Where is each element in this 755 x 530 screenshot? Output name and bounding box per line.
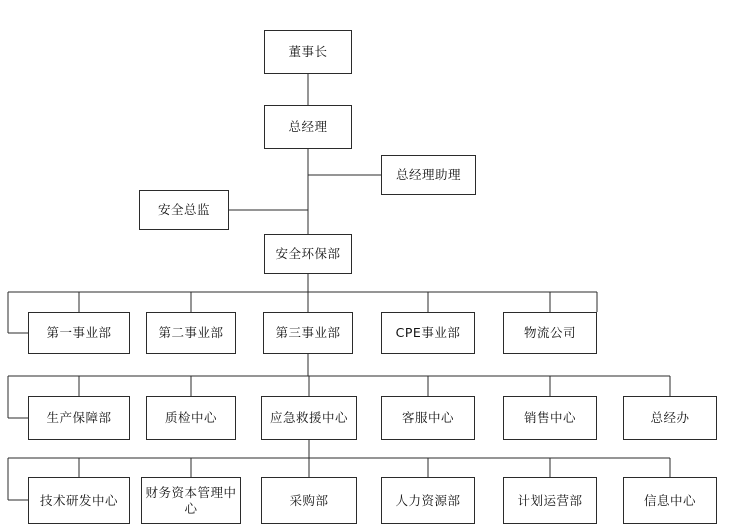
node-rnd-center[interactable]: 技术研发中心 bbox=[28, 477, 130, 524]
node-information-center[interactable]: 信息中心 bbox=[623, 477, 717, 524]
node-emergency-rescue-center[interactable]: 应急救援中心 bbox=[261, 396, 357, 440]
node-division-cpe[interactable]: CPE事业部 bbox=[381, 312, 475, 354]
node-qc-center[interactable]: 质检中心 bbox=[146, 396, 236, 440]
node-hr-dept[interactable]: 人力资源部 bbox=[381, 477, 475, 524]
node-chairman[interactable]: 董事长 bbox=[264, 30, 352, 74]
node-gm-office[interactable]: 总经办 bbox=[623, 396, 717, 440]
node-purchasing-dept[interactable]: 采购部 bbox=[261, 477, 357, 524]
node-safety-director[interactable]: 安全总监 bbox=[139, 190, 229, 230]
node-division-1[interactable]: 第一事业部 bbox=[28, 312, 130, 354]
node-division-2[interactable]: 第二事业部 bbox=[146, 312, 236, 354]
node-division-3[interactable]: 第三事业部 bbox=[263, 312, 353, 354]
node-logistics-company[interactable]: 物流公司 bbox=[503, 312, 597, 354]
node-finance-capital-center[interactable]: 财务资本管理中心 bbox=[141, 477, 241, 524]
node-general-manager[interactable]: 总经理 bbox=[264, 105, 352, 149]
node-production-support[interactable]: 生产保障部 bbox=[28, 396, 130, 440]
node-sales-center[interactable]: 销售中心 bbox=[503, 396, 597, 440]
node-safety-env-dept[interactable]: 安全环保部 bbox=[264, 234, 352, 274]
node-customer-service-center[interactable]: 客服中心 bbox=[381, 396, 475, 440]
node-gm-assistant[interactable]: 总经理助理 bbox=[381, 155, 476, 195]
node-planning-operations-dept[interactable]: 计划运营部 bbox=[503, 477, 597, 524]
